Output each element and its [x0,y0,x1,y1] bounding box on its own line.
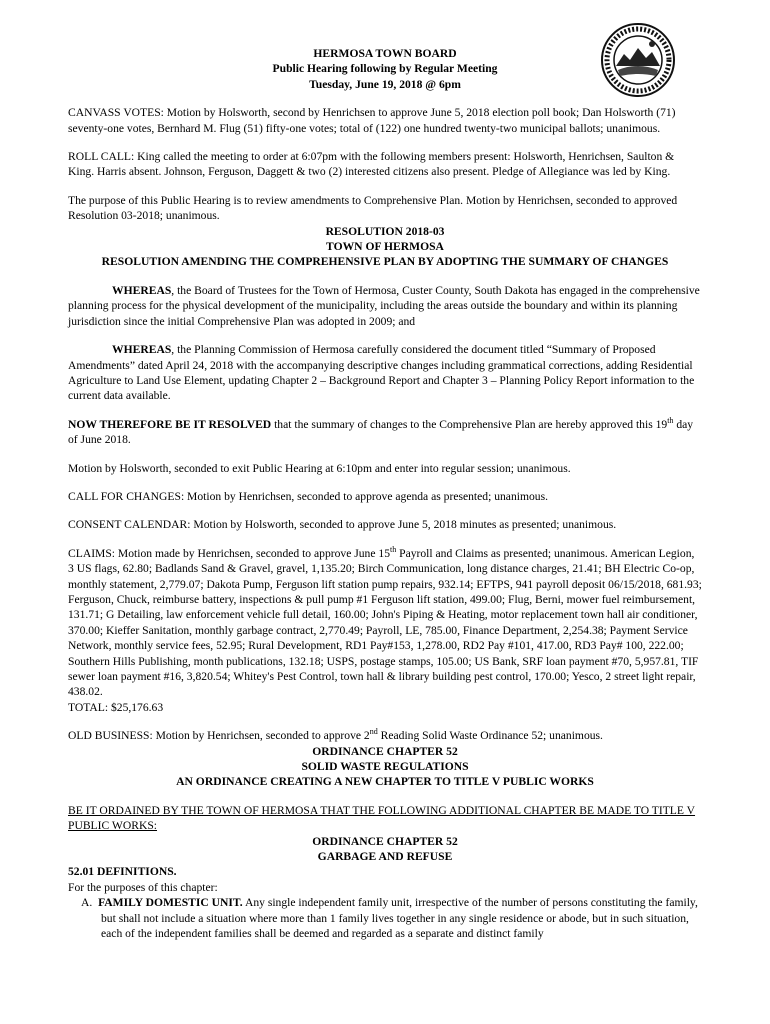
resolution-title: RESOLUTION AMENDING THE COMPREHENSIVE PLAN BY ADOPTING THE SUMMARY OF CHANGES [101,255,669,269]
definition-item: A. FAMILY DOMESTIC UNIT. Any single independent family unit, irrespective of the number of persons constituting the family, but shall not include a situation where more than 1 family lives together in any single residence or abode, but in such situation, each of the independent families shall be deemed and regarded as a separate and distinct family [81,896,698,941]
roll-call: ROLL CALL: King called the meeting to order at 6:07pm with the following members present: Holsworth, Henrichsen, Saulton & King. Harris absent. Johnson, Ferguson, Daggett & two (2) interested citizens also present. Pledge of Allegiance was led by King. [68,150,675,179]
meeting-date: Tuesday, June 19, 2018 @ 6pm [309,77,461,91]
claims-total: TOTAL: $25,176.63 [68,700,164,714]
section-intro: For the purposes of this chapter: [68,880,218,894]
canvass-votes: CANVASS VOTES: Motion by Holsworth, second by Henrichsen to approve June 5, 2018 election poll book; Dan Holsworth (71) seventy-one votes, Bernhard M. Flug (51) fifty-one votes; total of (122) one hundred twenty-two municipal ballots; unanimous. [68,106,676,135]
call-for-changes: CALL FOR CHANGES: Motion by Henrichsen, seconded to approve agenda as presented; unanimous. [68,489,548,503]
chapter-title: ORDINANCE CHAPTER 52 [312,834,458,848]
claims: CLAIMS: Motion made by Henrichsen, seconded to approve June 15th Payroll and Claims as presented; unanimous. American Legion, 3 US flags, 62.80; Badlands Sand & Gravel, gravel, 1,135.20; Birch Communication, long distance charges, 21.41; BH Electric Co-op, monthly statement, 2,779.07; Dakota Pump, Ferguson lift station pump repairs, 932.14; EFTPS, 941 payroll deposit 06/15/2018, 681.93; Ferguson, Chuck, reimburse battery, inspections & pull pump #1 Ferguson lift station, 499.00; Flug, Berni, mower fuel reimbursement, 131.71; G Detailing, law enforcement vehicle full detail, 160.00; John's Piping & Heating, motor replacement town hall air conditioner, 370.00; Kieffer Sanitation, monthly garbage contract, 2,770.49; Payroll, LE, 785.00, Finance Department, 2,254.38; Payment Service Network, monthly service fees, 52.95; Rural Development, RD1 Pay#153, 1,278.00, RD2 Pay #101, 417.00, RD3 Pay# 100, 222.00; Southern Hills Publishing, month publications, 132.18; USPS, postage stamps, 105.00; US Bank, SRF loan payment #70, 5,957.81, TIF sewer loan payment #16, 3,820.54; Whitey's Pest Control, town hall & library building pest control, 170.00; Yesco, 2 street light repair, 438.02. TOTAL: $25,176.63 [68,544,702,714]
resolution-town: TOWN OF HERMOSA [326,240,444,254]
page-subtitle: Public Hearing following by Regular Meeting [272,62,498,76]
ordinance-description: AN ORDINANCE CREATING A NEW CHAPTER TO TITLE V PUBLIC WORKS [176,775,594,789]
section-heading: 52.01 DEFINITIONS. [68,865,177,879]
resolved: NOW THEREFORE BE IT RESOLVED that the summary of changes to the Comprehensive Plan are hereby approved this 19th day of June 2018. [68,415,694,447]
chapter-subtitle: GARBAGE AND REFUSE [317,850,453,864]
ordained-statement: BE IT ORDAINED BY THE TOWN OF HERMOSA THAT THE FOLLOWING ADDITIONAL CHAPTER BE MADE TO TITLE V PUBLIC WORKS: [68,803,696,833]
page-title: HERMOSA TOWN BOARD [313,47,457,60]
whereas-2: WHEREAS, the Planning Commission of Hermosa carefully considered the document titled “Summary of Proposed Amendments” dated April 24, 2018 with the accompanying descriptive changes including grammatical corrections, adding Residential Agriculture to Land Use Element, updating Chapter 2 – Background Report and Chapter 3 – Planning Policy Report information to the current data available. [68,343,695,403]
hearing-purpose: The purpose of this Public Hearing is to review amendments to Comprehensive Plan. Motion by Henrichsen, seconded to approved Resolution 03-2018; unanimous. [68,193,678,223]
exit-hearing: Motion by Holsworth, seconded to exit Public Hearing at 6:10pm and enter into regular session; unanimous. [68,461,571,475]
whereas-1: WHEREAS, the Board of Trustees for the Town of Hermosa, Custer County, South Dakota has engaged in the comprehensive planning process for the physical development of the municipality, including the areas outside the boundary and within its planning jurisdiction since the initial Comprehensive Plan was adopted in 2009; and [68,283,700,328]
old-business: OLD BUSINESS: Motion by Henrichsen, seconded to approve 2nd Reading Solid Waste Ordinance 52; unanimous. [68,727,603,743]
ordinance-title: ORDINANCE CHAPTER 52 [312,744,458,758]
consent-calendar: CONSENT CALENDAR: Motion by Holsworth, seconded to approve June 5, 2018 minutes as presented; unanimous. [68,518,617,532]
resolution-number: RESOLUTION 2018-03 [325,224,445,238]
ordinance-subtitle: SOLID WASTE REGULATIONS [301,760,469,774]
document-page [68,46,702,942]
